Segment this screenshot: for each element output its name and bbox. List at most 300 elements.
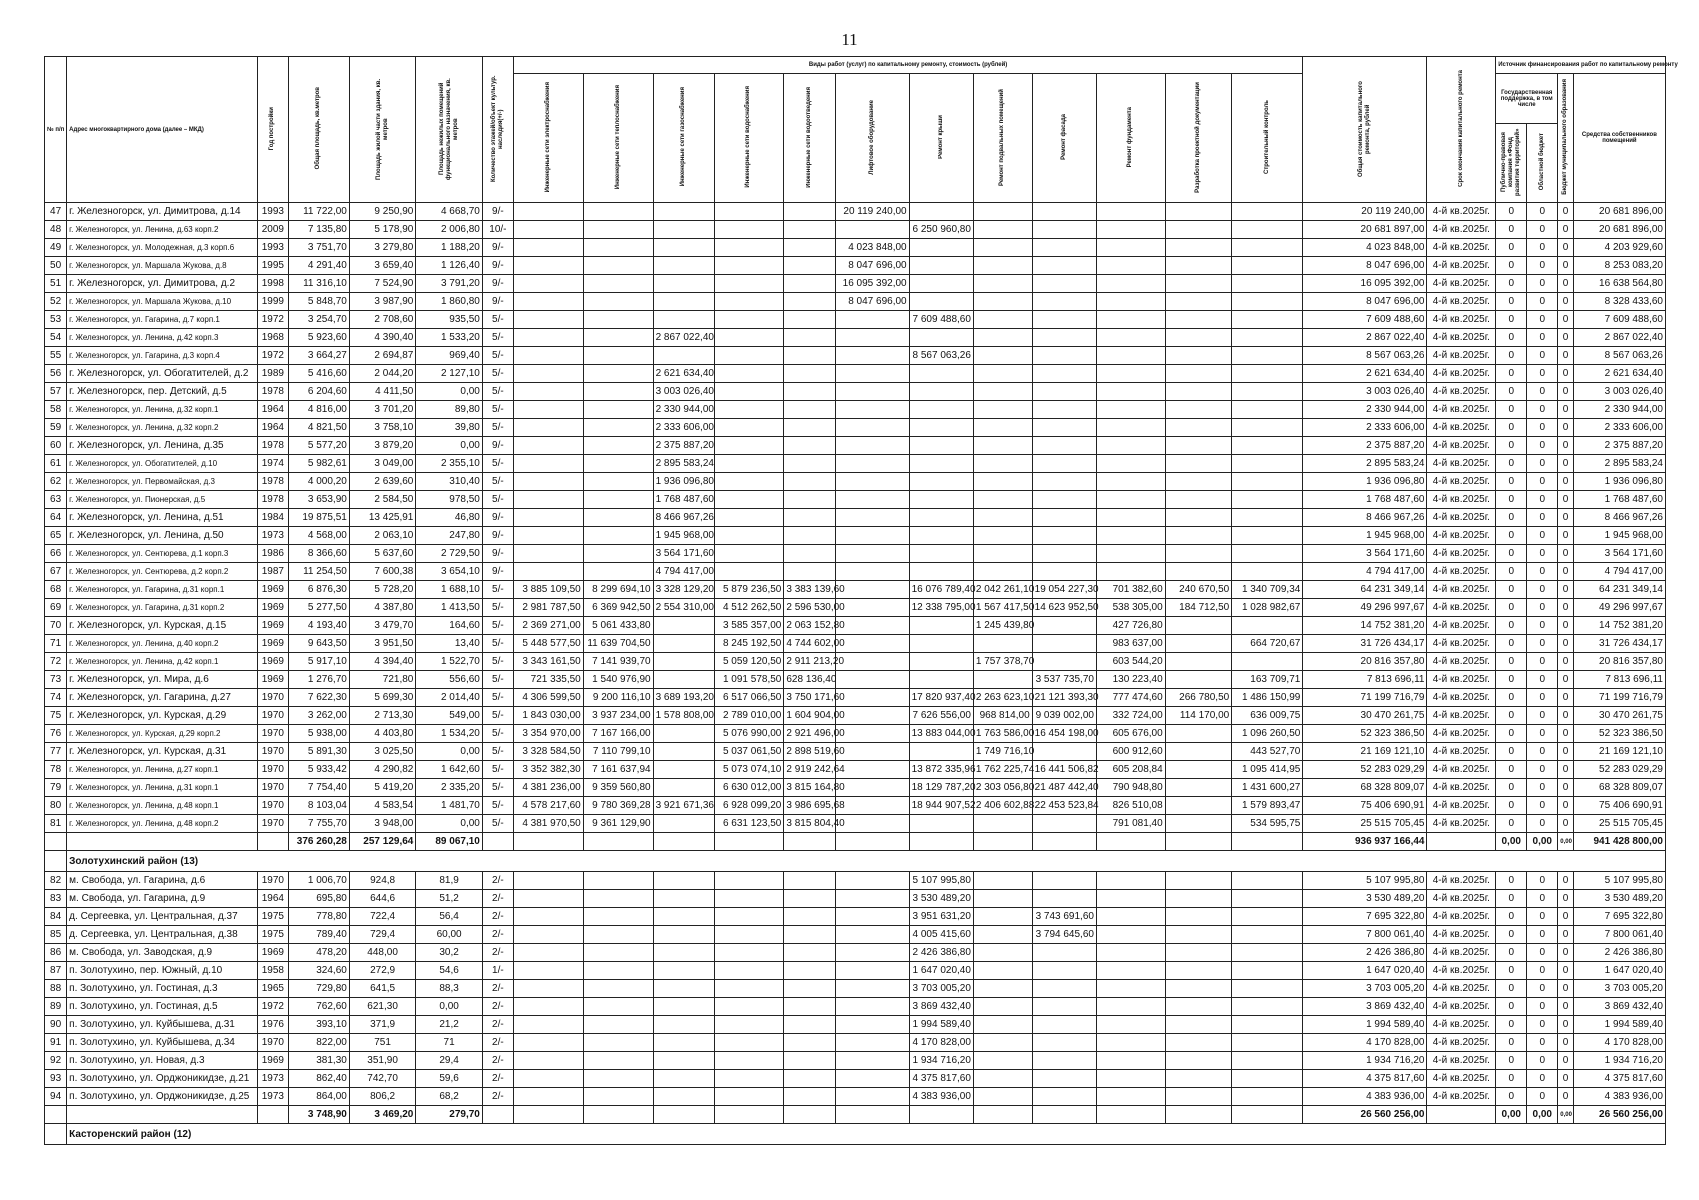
work-cost-cell: 163 709,71 bbox=[1232, 671, 1303, 689]
address-cell: д. Сергеевка, ул. Центральная, д.38 bbox=[67, 926, 258, 944]
total-cost-cell: 2 895 583,24 bbox=[1303, 455, 1427, 473]
fund-cell: 0 bbox=[1496, 311, 1527, 329]
fund-cell: 0 bbox=[1496, 635, 1527, 653]
work-cost-cell bbox=[836, 1034, 909, 1052]
work-cost-cell bbox=[583, 221, 653, 239]
nonliving-area-cell: 1 533,20 bbox=[416, 329, 483, 347]
municipal-cell: 0 bbox=[1558, 581, 1574, 599]
row-number: 51 bbox=[45, 275, 67, 293]
work-cost-cell bbox=[1165, 617, 1232, 635]
address-cell: г. Железногорск, ул. Ленина, д.48 корп.1 bbox=[67, 797, 258, 815]
floors-cell: 5/- bbox=[482, 779, 513, 797]
fund-cell: 0 bbox=[1496, 383, 1527, 401]
col-fund: Публично-правовая компания «Фонд развития территорий» bbox=[1496, 124, 1527, 203]
regional-cell: 0 bbox=[1527, 779, 1558, 797]
address-cell: г. Железногорск, ул. Сентюрева, д.2 корп.2 bbox=[67, 563, 258, 581]
municipal-cell: 0 bbox=[1558, 707, 1574, 725]
deadline-cell: 4-й кв.2025г. bbox=[1427, 455, 1496, 473]
nonliving-area-cell: 46,80 bbox=[416, 509, 483, 527]
table-body bbox=[45, 203, 1666, 1145]
table-row bbox=[45, 581, 1666, 599]
address-cell: г. Железногорск, ул. Димитрова, д.2 bbox=[67, 275, 258, 293]
year-cell: 1978 bbox=[257, 383, 288, 401]
col-work-electric: Инженерные сети электроснабжения bbox=[513, 74, 583, 203]
table-row bbox=[45, 926, 1666, 944]
floors-cell: 5/- bbox=[482, 617, 513, 635]
work-cost-cell bbox=[1165, 908, 1232, 926]
fund-cell: 0 bbox=[1496, 908, 1527, 926]
regional-cell: 0 bbox=[1527, 221, 1558, 239]
row-number: 83 bbox=[45, 890, 67, 908]
total-area-cell: 4 000,20 bbox=[288, 473, 349, 491]
work-cost-cell bbox=[973, 329, 1032, 347]
work-cost-cell: 11 639 704,50 bbox=[583, 635, 653, 653]
work-cost-cell bbox=[1165, 1088, 1232, 1106]
table-row bbox=[45, 563, 1666, 581]
work-cost-cell bbox=[513, 455, 583, 473]
fund-cell: 0 bbox=[1496, 1070, 1527, 1088]
year-cell: 1970 bbox=[257, 707, 288, 725]
work-cost-cell bbox=[1096, 998, 1165, 1016]
municipal-cell: 0 bbox=[1558, 221, 1574, 239]
work-cost-cell bbox=[583, 926, 653, 944]
work-cost-cell bbox=[973, 419, 1032, 437]
work-cost-cell: 968 814,00 bbox=[973, 707, 1032, 725]
work-cost-cell bbox=[1232, 1070, 1303, 1088]
owners-cell: 8 253 083,20 bbox=[1573, 257, 1665, 275]
roof-cost-cell: 3 869 432,40 bbox=[909, 998, 973, 1016]
work-cost-cell bbox=[909, 437, 973, 455]
empty-cell bbox=[1232, 833, 1303, 851]
living-area-cell: 2 063,10 bbox=[349, 527, 416, 545]
work-cost-cell: 1 540 976,90 bbox=[583, 671, 653, 689]
work-cost-cell bbox=[653, 1034, 714, 1052]
work-cost-cell bbox=[836, 401, 909, 419]
empty-cell bbox=[67, 833, 258, 851]
work-cost-cell: 790 948,80 bbox=[1096, 779, 1165, 797]
facade-cost-cell bbox=[1032, 1052, 1096, 1070]
total-cost-cell: 3 869 432,40 bbox=[1303, 998, 1427, 1016]
municipal-cell: 0 bbox=[1558, 599, 1574, 617]
work-cost-cell bbox=[1232, 491, 1303, 509]
work-cost-cell bbox=[909, 527, 973, 545]
table-row bbox=[45, 890, 1666, 908]
table-row bbox=[45, 473, 1666, 491]
regional-cell: 0 bbox=[1527, 455, 1558, 473]
work-cost-cell bbox=[784, 998, 836, 1016]
work-cost-cell bbox=[836, 872, 909, 890]
owners-cell: 1 936 096,80 bbox=[1573, 473, 1665, 491]
work-cost-cell bbox=[973, 944, 1032, 962]
work-cost-cell bbox=[1232, 1034, 1303, 1052]
address-cell: г. Железногорск, ул. Ленина, д.51 bbox=[67, 509, 258, 527]
nonliving-area-cell: 2 127,10 bbox=[416, 365, 483, 383]
municipal-cell: 0 bbox=[1558, 635, 1574, 653]
living-area-cell: 3 951,50 bbox=[349, 635, 416, 653]
work-cost-cell: 3 003 026,40 bbox=[653, 383, 714, 401]
total-area-cell: 5 416,60 bbox=[288, 365, 349, 383]
row-number: 54 bbox=[45, 329, 67, 347]
living-area-cell: 272,9 bbox=[349, 962, 416, 980]
table-row bbox=[45, 383, 1666, 401]
living-area-cell: 2 713,30 bbox=[349, 707, 416, 725]
roof-cost-cell: 1 934 716,20 bbox=[909, 1052, 973, 1070]
work-cost-cell bbox=[836, 545, 909, 563]
col-work-design: Разработка проектной документации bbox=[1165, 74, 1232, 203]
work-cost-cell bbox=[973, 980, 1032, 998]
floors-cell: 2/- bbox=[482, 1016, 513, 1034]
floors-cell: 2/- bbox=[482, 926, 513, 944]
address-cell: п. Золотухино, ул. Гостиная, д.3 bbox=[67, 980, 258, 998]
owners-cell: 2 333 606,00 bbox=[1573, 419, 1665, 437]
total-row bbox=[45, 833, 1666, 851]
living-area-cell: 2 694,87 bbox=[349, 347, 416, 365]
work-cost-cell bbox=[583, 473, 653, 491]
work-cost-cell bbox=[653, 203, 714, 221]
work-cost-cell bbox=[1096, 491, 1165, 509]
living-area-cell: 3 701,20 bbox=[349, 401, 416, 419]
work-cost-cell: 4 578 217,60 bbox=[513, 797, 583, 815]
owners-cell: 2 621 634,40 bbox=[1573, 365, 1665, 383]
nonliving-area-cell: 56,4 bbox=[416, 908, 483, 926]
work-cost-cell bbox=[836, 437, 909, 455]
work-cost-cell bbox=[909, 455, 973, 473]
work-cost-cell bbox=[653, 998, 714, 1016]
work-cost-cell bbox=[1165, 365, 1232, 383]
work-cost-cell bbox=[909, 419, 973, 437]
owners-cell: 3 564 171,60 bbox=[1573, 545, 1665, 563]
fund-cell: 0 bbox=[1496, 653, 1527, 671]
work-cost-cell bbox=[784, 908, 836, 926]
work-cost-cell bbox=[1032, 401, 1096, 419]
work-cost-cell bbox=[583, 347, 653, 365]
row-number: 87 bbox=[45, 962, 67, 980]
row-number: 60 bbox=[45, 437, 67, 455]
work-cost-cell bbox=[836, 635, 909, 653]
deadline-cell: 4-й кв.2025г. bbox=[1427, 998, 1496, 1016]
regional-cell: 0 bbox=[1527, 653, 1558, 671]
work-cost-cell: 1 945 968,00 bbox=[653, 527, 714, 545]
work-cost-cell bbox=[973, 347, 1032, 365]
work-cost-cell bbox=[1165, 779, 1232, 797]
work-cost-cell bbox=[1165, 872, 1232, 890]
municipal-cell: 0 bbox=[1558, 437, 1574, 455]
municipal-cell: 0 bbox=[1558, 998, 1574, 1016]
work-cost-cell bbox=[973, 908, 1032, 926]
nonliving-area-cell: 310,40 bbox=[416, 473, 483, 491]
work-cost-cell bbox=[1096, 1088, 1165, 1106]
address-cell: г. Железногорск, ул. Ленина, д.63 корп.2 bbox=[67, 221, 258, 239]
col-work-control: Строительный контроль bbox=[1232, 74, 1303, 203]
work-cost-cell bbox=[714, 419, 784, 437]
work-cost-cell bbox=[714, 527, 784, 545]
work-cost-cell bbox=[1232, 473, 1303, 491]
work-cost-cell bbox=[784, 1016, 836, 1034]
work-cost-cell: 534 595,75 bbox=[1232, 815, 1303, 833]
work-cost-cell bbox=[784, 926, 836, 944]
nonliving-area-cell: 4 668,70 bbox=[416, 203, 483, 221]
work-cost-cell bbox=[583, 872, 653, 890]
work-cost-cell: 4 381 970,50 bbox=[513, 815, 583, 833]
owners-cell: 64 231 349,14 bbox=[1573, 581, 1665, 599]
work-cost-cell bbox=[513, 1034, 583, 1052]
owners-cell: 3 530 489,20 bbox=[1573, 890, 1665, 908]
total-area-cell: 729,80 bbox=[288, 980, 349, 998]
table-row bbox=[45, 1052, 1666, 1070]
empty-cell bbox=[583, 833, 653, 851]
year-cell: 1970 bbox=[257, 797, 288, 815]
work-cost-cell bbox=[513, 980, 583, 998]
empty-cell bbox=[714, 1106, 784, 1124]
year-cell: 1958 bbox=[257, 962, 288, 980]
work-cost-cell bbox=[836, 383, 909, 401]
work-cost-cell bbox=[1232, 563, 1303, 581]
work-cost-cell: 3 564 171,60 bbox=[653, 545, 714, 563]
total-area-cell: 4 291,40 bbox=[288, 257, 349, 275]
work-cost-cell bbox=[583, 890, 653, 908]
table-row bbox=[45, 1088, 1666, 1106]
table-row bbox=[45, 1034, 1666, 1052]
work-cost-cell bbox=[1232, 1052, 1303, 1070]
total-cost-cell: 71 199 716,79 bbox=[1303, 689, 1427, 707]
work-cost-cell bbox=[1165, 635, 1232, 653]
row-number: 91 bbox=[45, 1034, 67, 1052]
work-cost-cell bbox=[784, 491, 836, 509]
table-row bbox=[45, 743, 1666, 761]
deadline-cell: 4-й кв.2025г. bbox=[1427, 545, 1496, 563]
total-area-cell: 4 568,00 bbox=[288, 527, 349, 545]
work-cost-cell: 2 895 583,24 bbox=[653, 455, 714, 473]
work-cost-cell: 1 843 030,00 bbox=[513, 707, 583, 725]
fund-cell: 0 bbox=[1496, 563, 1527, 581]
row-number: 53 bbox=[45, 311, 67, 329]
fund-cell: 0 bbox=[1496, 617, 1527, 635]
total-cost-cell: 49 296 997,67 bbox=[1303, 599, 1427, 617]
work-cost-cell: 18 129 787,20 bbox=[909, 779, 973, 797]
row-number: 86 bbox=[45, 944, 67, 962]
empty-cell bbox=[257, 833, 288, 851]
total-cost-cell: 3 703 005,20 bbox=[1303, 980, 1427, 998]
deadline-cell: 4-й кв.2025г. bbox=[1427, 419, 1496, 437]
work-cost-cell bbox=[1096, 383, 1165, 401]
total-cost-sum: 26 560 256,00 bbox=[1303, 1106, 1427, 1124]
col-work-water: Инженерные сети водоснабжения bbox=[714, 74, 784, 203]
col-total-area: Общая площадь, кв.метров bbox=[288, 57, 349, 203]
work-cost-cell bbox=[1032, 221, 1096, 239]
floors-cell: 5/- bbox=[482, 401, 513, 419]
living-area-cell: 4 390,40 bbox=[349, 329, 416, 347]
work-cost-cell bbox=[973, 1034, 1032, 1052]
work-cost-cell: 628 136,40 bbox=[784, 671, 836, 689]
regional-cell: 0 bbox=[1527, 581, 1558, 599]
work-cost-cell bbox=[836, 689, 909, 707]
empty-cell bbox=[1427, 833, 1496, 851]
owners-cell: 7 609 488,60 bbox=[1573, 311, 1665, 329]
work-cost-cell: 701 382,60 bbox=[1096, 581, 1165, 599]
total-area-cell: 6 876,30 bbox=[288, 581, 349, 599]
address-cell: п. Золотухино, ул. Орджоникидзе, д.25 bbox=[67, 1088, 258, 1106]
work-cost-cell bbox=[1032, 545, 1096, 563]
deadline-cell: 4-й кв.2025г. bbox=[1427, 365, 1496, 383]
work-cost-cell bbox=[1232, 908, 1303, 926]
row-number: 72 bbox=[45, 653, 67, 671]
nonliving-area-cell: 0,00 bbox=[416, 815, 483, 833]
work-cost-cell bbox=[513, 221, 583, 239]
work-cost-cell bbox=[583, 545, 653, 563]
deadline-cell: 4-й кв.2025г. bbox=[1427, 383, 1496, 401]
deadline-cell: 4-й кв.2025г. bbox=[1427, 1034, 1496, 1052]
floors-cell: 2/- bbox=[482, 1052, 513, 1070]
work-cost-cell: 6 250 960,80 bbox=[909, 221, 973, 239]
work-cost-cell bbox=[1096, 437, 1165, 455]
total-cost-cell: 2 375 887,20 bbox=[1303, 437, 1427, 455]
table-row bbox=[45, 797, 1666, 815]
work-cost-cell bbox=[1232, 527, 1303, 545]
work-cost-cell bbox=[836, 908, 909, 926]
work-cost-cell bbox=[653, 944, 714, 962]
work-cost-cell bbox=[513, 383, 583, 401]
work-cost-cell: 5 061 433,80 bbox=[583, 617, 653, 635]
row-number: 55 bbox=[45, 347, 67, 365]
work-cost-cell: 2 621 634,40 bbox=[653, 365, 714, 383]
work-cost-cell bbox=[513, 203, 583, 221]
table-row bbox=[45, 203, 1666, 221]
facade-cost-cell: 3 794 645,60 bbox=[1032, 926, 1096, 944]
living-area-cell: 621,30 bbox=[349, 998, 416, 1016]
work-cost-cell bbox=[1096, 401, 1165, 419]
regional-cell: 0 bbox=[1527, 761, 1558, 779]
work-cost-cell bbox=[583, 1034, 653, 1052]
floors-cell: 9/- bbox=[482, 293, 513, 311]
work-cost-cell: 12 338 795,00 bbox=[909, 599, 973, 617]
nonliving-area-cell: 2 355,10 bbox=[416, 455, 483, 473]
total-area-cell: 5 923,60 bbox=[288, 329, 349, 347]
living-area-cell: 7 600,38 bbox=[349, 563, 416, 581]
fund-cell: 0 bbox=[1496, 743, 1527, 761]
floors-cell: 9/- bbox=[482, 275, 513, 293]
owners-cell: 4 383 936,00 bbox=[1573, 1088, 1665, 1106]
total-area-cell: 11 722,00 bbox=[288, 203, 349, 221]
roof-cost-cell: 4 005 415,60 bbox=[909, 926, 973, 944]
regional-cell: 0 bbox=[1527, 1016, 1558, 1034]
work-cost-cell bbox=[714, 1034, 784, 1052]
year-cell: 1975 bbox=[257, 926, 288, 944]
municipal-cell: 0 bbox=[1558, 1016, 1574, 1034]
total-area-cell: 862,40 bbox=[288, 1070, 349, 1088]
work-cost-cell: 826 510,08 bbox=[1096, 797, 1165, 815]
work-cost-cell bbox=[973, 293, 1032, 311]
deadline-cell: 4-й кв.2025г. bbox=[1427, 707, 1496, 725]
row-number: 78 bbox=[45, 761, 67, 779]
empty-cell bbox=[45, 833, 67, 851]
fund-cell: 0 bbox=[1496, 1088, 1527, 1106]
work-cost-cell: 8 299 694,10 bbox=[583, 581, 653, 599]
work-cost-cell bbox=[1232, 239, 1303, 257]
table-row bbox=[45, 419, 1666, 437]
nonliving-area-cell: 29,4 bbox=[416, 1052, 483, 1070]
work-cost-cell bbox=[714, 509, 784, 527]
deadline-cell: 4-й кв.2025г. bbox=[1427, 221, 1496, 239]
municipal-cell: 0 bbox=[1558, 890, 1574, 908]
work-cost-cell bbox=[1096, 527, 1165, 545]
work-cost-cell bbox=[513, 1088, 583, 1106]
municipal-cell: 0 bbox=[1558, 545, 1574, 563]
municipal-cell: 0 bbox=[1558, 761, 1574, 779]
work-cost-cell bbox=[1232, 926, 1303, 944]
owners-cell: 2 330 944,00 bbox=[1573, 401, 1665, 419]
empty-cell bbox=[45, 1124, 67, 1145]
municipal-cell: 0 bbox=[1558, 365, 1574, 383]
total-area-cell: 3 254,70 bbox=[288, 311, 349, 329]
total-area-cell: 789,40 bbox=[288, 926, 349, 944]
living-area-cell: 3 659,40 bbox=[349, 257, 416, 275]
work-cost-cell bbox=[583, 908, 653, 926]
facade-cost-cell bbox=[1032, 998, 1096, 1016]
work-cost-cell bbox=[583, 563, 653, 581]
total-area-cell: 8 366,60 bbox=[288, 545, 349, 563]
year-cell: 1993 bbox=[257, 239, 288, 257]
total-area-cell: 864,00 bbox=[288, 1088, 349, 1106]
fund-cell: 0 bbox=[1496, 1016, 1527, 1034]
work-cost-cell: 13 883 044,00 bbox=[909, 725, 973, 743]
work-cost-cell bbox=[513, 1016, 583, 1034]
total-area-cell: 5 982,61 bbox=[288, 455, 349, 473]
address-cell: г. Железногорск, пер. Детский, д.5 bbox=[67, 383, 258, 401]
work-cost-cell bbox=[653, 617, 714, 635]
nonliving-area-cell: 54,6 bbox=[416, 962, 483, 980]
work-cost-cell bbox=[1096, 419, 1165, 437]
total-cost-cell: 25 515 705,45 bbox=[1303, 815, 1427, 833]
row-number: 47 bbox=[45, 203, 67, 221]
total-cost-cell: 7 800 061,40 bbox=[1303, 926, 1427, 944]
table-row bbox=[45, 962, 1666, 980]
work-cost-cell: 8 047 696,00 bbox=[836, 293, 909, 311]
owners-cell: 3 003 026,40 bbox=[1573, 383, 1665, 401]
municipal-cell: 0 bbox=[1558, 1070, 1574, 1088]
table-row bbox=[45, 275, 1666, 293]
work-cost-cell bbox=[1096, 962, 1165, 980]
work-cost-cell bbox=[973, 671, 1032, 689]
regional-cell: 0 bbox=[1527, 473, 1558, 491]
work-cost-cell: 6 517 066,50 bbox=[714, 689, 784, 707]
fund-cell: 0 bbox=[1496, 1034, 1527, 1052]
owners-cell: 49 296 997,67 bbox=[1573, 599, 1665, 617]
regional-cell: 0 bbox=[1527, 815, 1558, 833]
work-cost-cell: 791 081,40 bbox=[1096, 815, 1165, 833]
work-cost-cell: 3 328 129,20 bbox=[653, 581, 714, 599]
row-number: 66 bbox=[45, 545, 67, 563]
work-cost-cell bbox=[909, 329, 973, 347]
floors-cell: 10/- bbox=[482, 221, 513, 239]
work-cost-cell bbox=[1165, 221, 1232, 239]
work-cost-cell bbox=[1032, 257, 1096, 275]
work-cost-cell bbox=[1165, 203, 1232, 221]
address-cell: г. Железногорск, ул. Обогатителей, д.2 bbox=[67, 365, 258, 383]
nonliving-area-cell: 60,00 bbox=[416, 926, 483, 944]
work-cost-cell bbox=[1232, 653, 1303, 671]
regional-cell: 0 bbox=[1527, 635, 1558, 653]
work-cost-cell: 1 757 378,70 bbox=[973, 653, 1032, 671]
municipal-sum: 0,00 bbox=[1558, 1106, 1574, 1124]
section-title: Золотухинский район (13) bbox=[67, 851, 1666, 872]
work-cost-cell: 7 167 166,00 bbox=[583, 725, 653, 743]
fund-cell: 0 bbox=[1496, 275, 1527, 293]
total-cost-cell: 52 283 029,29 bbox=[1303, 761, 1427, 779]
table-row bbox=[45, 653, 1666, 671]
row-number: 67 bbox=[45, 563, 67, 581]
work-cost-cell bbox=[973, 872, 1032, 890]
nonliving-area-sum: 89 067,10 bbox=[416, 833, 483, 851]
